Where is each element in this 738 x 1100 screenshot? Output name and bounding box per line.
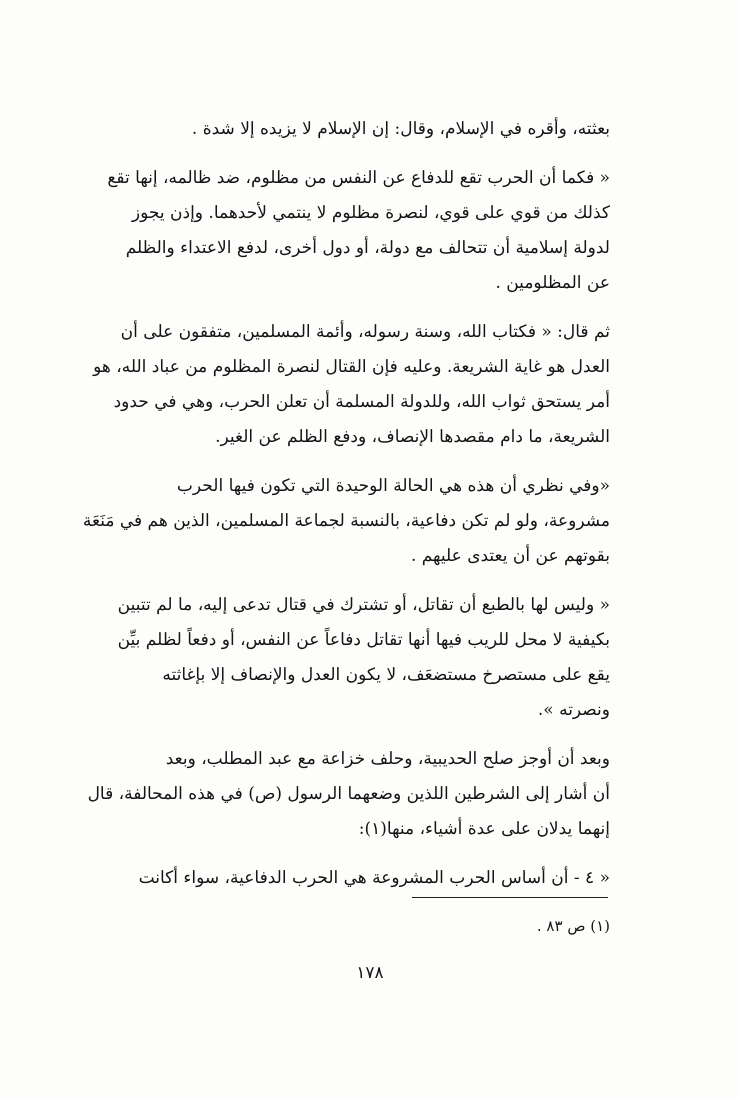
paragraph xyxy=(76,588,610,728)
text-line: وبعد أن أوجز صلح الحديبية، وحلف خزاعة مع عبد المطلب، وبعد xyxy=(165,749,610,769)
paragraph xyxy=(76,315,610,455)
text-line: « ٤ - أن أساس الحرب المشروعة هي الحرب الدفاعية، سواء أكانت xyxy=(138,868,610,888)
footnote: (١) ص ٨٣ . xyxy=(536,917,610,935)
text-line: « فكما أن الحرب تقع للدفاع عن النفس من مظلوم، ضد ظالمه، إنها تقع xyxy=(107,168,610,188)
text-line: بقوتهم عن أن يعتدى عليهم . xyxy=(410,546,610,566)
text-line: العدل هو غاية الشريعة. وعليه فإن القتال لنصرة المظلوم من عباد الله، هو xyxy=(93,357,610,377)
paragraph xyxy=(76,161,610,301)
text-line: إنهما يدلان على عدة أشياء، منها(١): xyxy=(358,819,610,839)
text-line: ونصرته ». xyxy=(537,700,610,720)
text-line: « وليس لها بالطبع أن تقاتل، أو تشترك في قتال تدعى إليه، ما لم تتبين xyxy=(117,595,610,615)
paragraph xyxy=(76,469,610,574)
text-line: أمر يستحق ثواب الله، وللدولة المسلمة أن تعلن الحرب، وهي في حدود xyxy=(113,392,610,412)
text-line: كذلك من قوي على قوي، لنصرة مظلوم لا ينتمي لأحدهما. وإذن يجوز xyxy=(131,203,610,223)
paragraph xyxy=(76,112,610,147)
text-line: أن أشار إلى الشرطين اللذين وضعهما الرسول (ص) في هذه المحالفة، قال xyxy=(87,784,610,804)
text-line: ثم قال: « فكتاب الله، وسنة رسوله، وأئمة المسلمين، متفقون على أن xyxy=(120,322,610,342)
paragraph xyxy=(76,861,610,896)
page-body xyxy=(76,112,610,910)
text-line: لدولة إسلامية أن تتحالف مع دولة، أو دول أخرى، لدفع الاعتداء والظلم xyxy=(125,238,610,258)
paragraph xyxy=(76,742,610,847)
text-line: يقع على مستصرخ مستضعَف، لا يكون العدل والإنصاف إلا بإغاثته xyxy=(162,665,610,685)
footnote-separator xyxy=(412,897,608,898)
text-line: «وفي نظري أن هذه هي الحالة الوحيدة التي تكون فيها الحرب xyxy=(176,476,610,496)
page-number: ١٧٨ xyxy=(356,963,384,983)
text-line: الشريعة، ما دام مقصدها الإنصاف، ودفع الظلم عن الغير. xyxy=(215,427,610,447)
text-line: بكيفية لا محل للريب فيها أنها تقاتل دفاعاً عن النفس، أو دفعاً لظلم بيِّن xyxy=(117,630,610,650)
text-line: عن المظلومين . xyxy=(495,273,610,293)
text-line: بعثته، وأقره في الإسلام، وقال: إن الإسلام لا يزيده إلا شدة . xyxy=(191,119,610,139)
text-line: مشروعة، ولو لم تكن دفاعية، بالنسبة لجماعة المسلمين، الذين هم في مَنَعَة xyxy=(82,511,610,531)
